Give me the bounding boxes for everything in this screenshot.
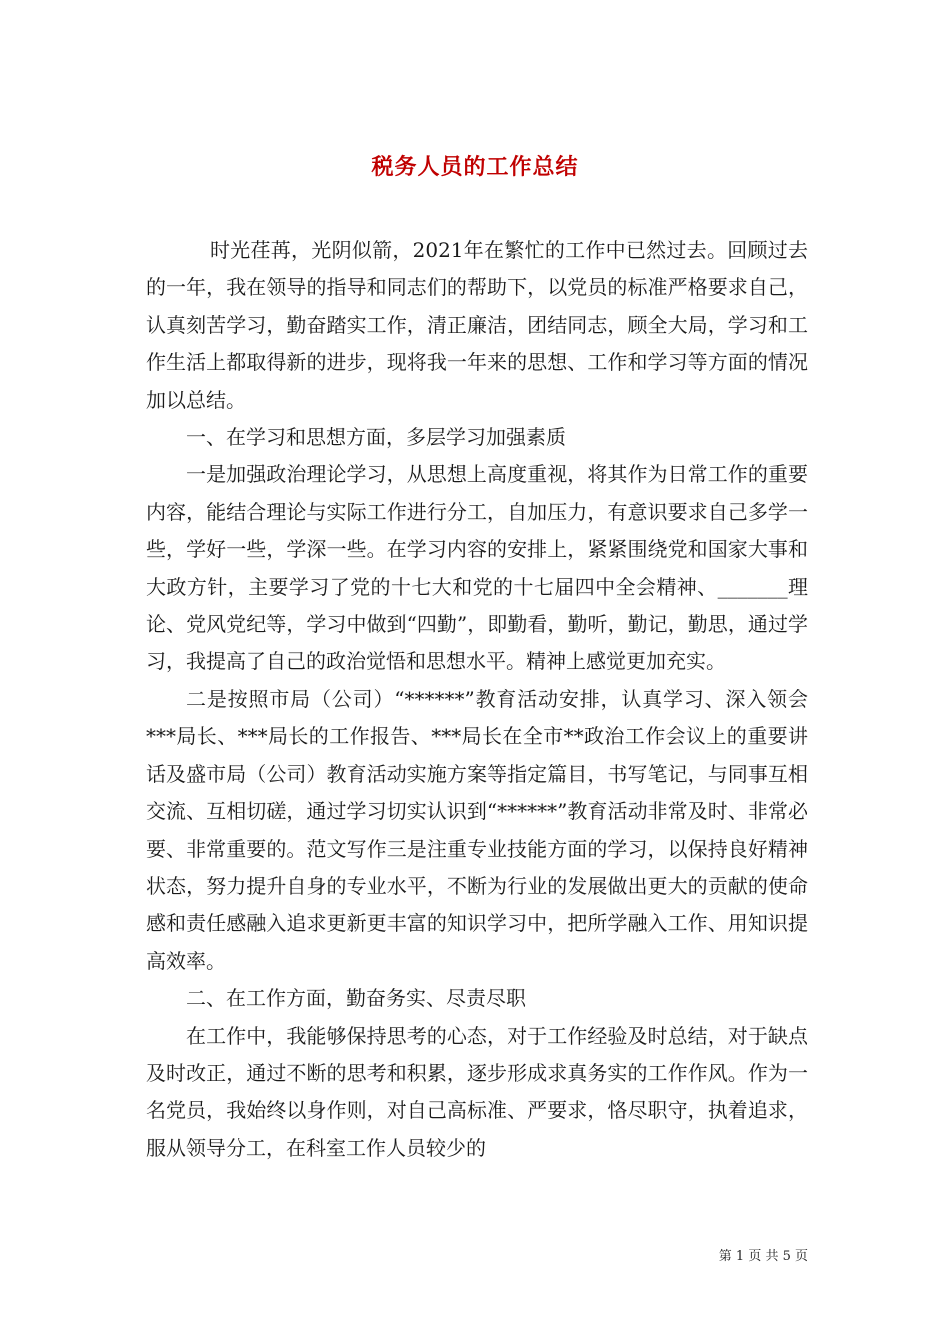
paragraph-intro: 时光荏苒，光阴似箭，2021年在繁忙的工作中已然过去。回顾过去的一年，我在领导的指导和同志们的帮助下，以党员的标准严格要求自己，认真刻苦学习，勤奋踏实工作，清正廉洁，团结同志，顾全大局，学习和工作生活上都取得新的进步，现将我一年来的思想、工作和学习等方面的情况加以总结。 xyxy=(146,238,808,412)
page-title: 税务人员的工作总结 xyxy=(371,153,579,180)
document-body xyxy=(146,232,808,1167)
section-heading-work: 二、在工作方面，勤奋务实、尽责尽职 xyxy=(186,986,526,1011)
page-number: 第 1 页 共 5 页 xyxy=(718,1249,808,1264)
paragraph-study-2: 二是按照市局（公司）“******”教育活动安排，认真学习、深入领会***局长、***局长的工作报告、***局长在全市**政治工作会议上的重要讲话及盛市局（公司）教育活动实施方案等指定篇目，书写笔记，与同事互相交流、互相切磋，通过学习切实认识到“******”教育活动非常及时、非常必要、非常重要的。范文写作三是注重专业技能方面的学习，以保持良好精神状态，努力提升自身的专业水平，不断为行业的发展做出更大的贡献的使命感和责任感融入追求更新更丰富的知识学习中，把所学融入工作、用知识提高效率。 xyxy=(146,686,808,973)
section-heading-study: 一、在学习和思想方面，多层学习加强素质 xyxy=(186,425,566,450)
paragraph-study-1: 一是加强政治理论学习，从思想上高度重视，将其作为日常工作的重要内容，能结合理论与实际工作进行分工，自加压力，有意识要求自己多学一些，学好一些，学深一些。在学习内容的安排上，紧紧围绕党和国家大事和大政方针，主要学习了党的十七大和党的十七届四中全会精神、_______理论、党风党纪等，学习中做到“四勤”，即勤看，勤听，勤记，勤思，通过学习，我提高了自己的政治觉悟和思想水平。精神上感觉更加充实。 xyxy=(146,462,808,674)
paragraph-work-1: 在工作中，我能够保持思考的心态，对于工作经验及时总结，对于缺点及时改正，通过不断的思考和积累，逐步形成求真务实的工作作风。作为一名党员，我始终以身作则，对自己高标准、严要求，恪尽职守，执着追求，服从领导分工，在科室工作人员较少的 xyxy=(146,1023,808,1160)
